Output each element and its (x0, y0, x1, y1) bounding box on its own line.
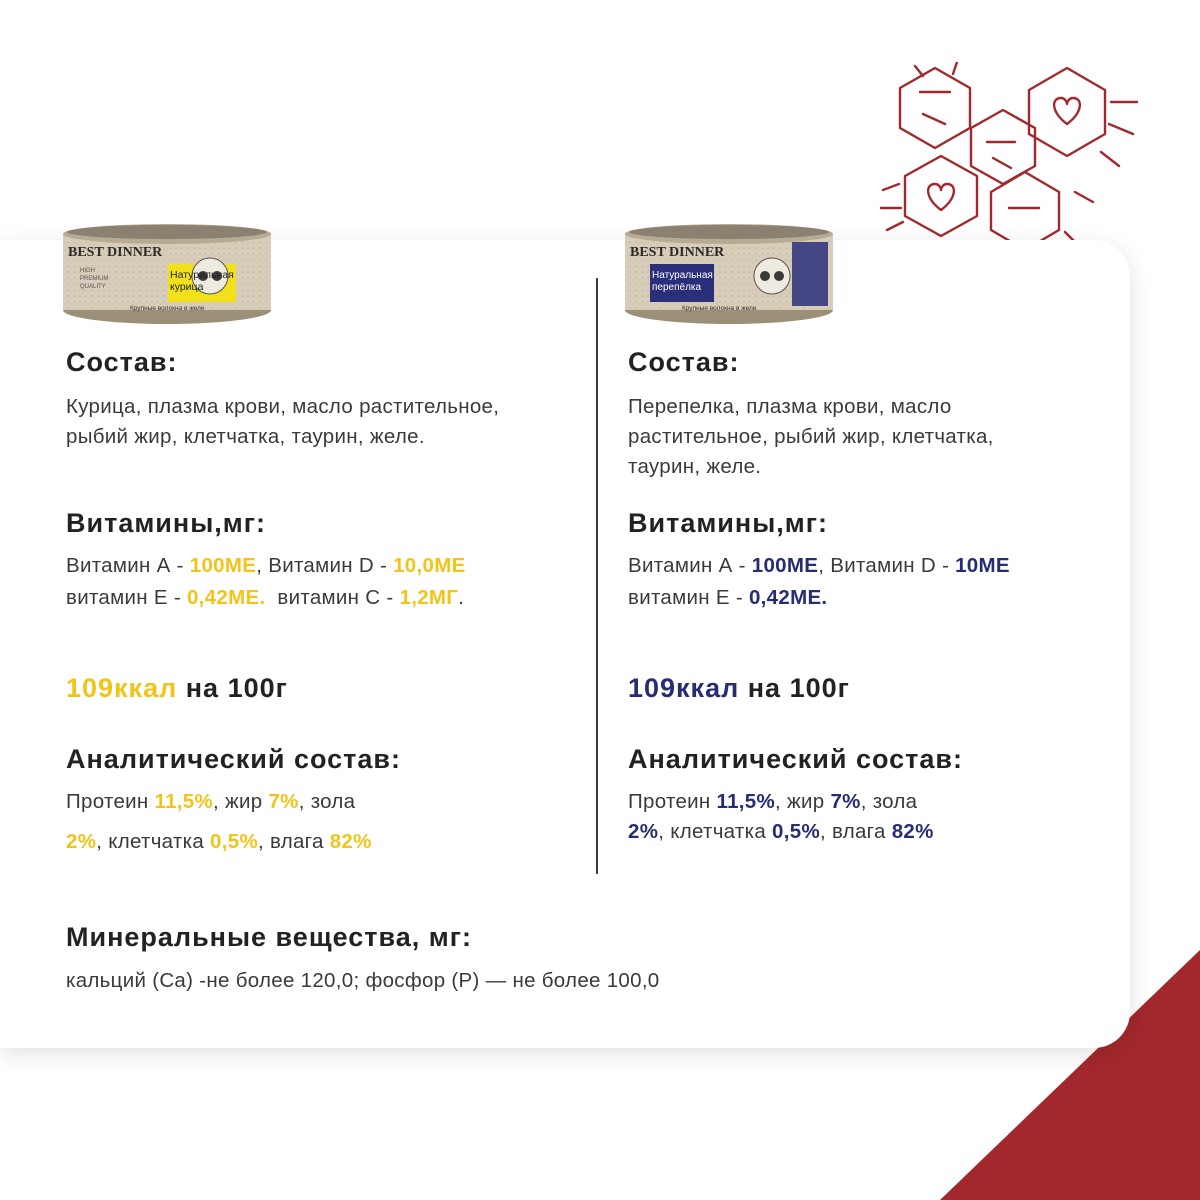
kcal-quail: 109ккал на 100г (628, 673, 850, 703)
vitamin-a-value: 100МЕ (751, 554, 819, 577)
analytic-line-1-quail: Протеин 11,5%, жир 7%, зола (628, 790, 918, 813)
can-title-line1: Натуральная (652, 270, 713, 281)
svg-text:HIGH: HIGH (80, 268, 95, 274)
vitamins-line-2-chicken: витамин Е - 0,42МЕ. витамин С - 1,2МГ. (66, 586, 465, 609)
kcal-value: 109ккал (628, 673, 740, 703)
vitamin-d-value: 10,0МЕ (393, 554, 466, 577)
minerals-text: кальций (Ca) -не более 120,0; фосфор (P) — не более 100,0 (66, 969, 660, 992)
svg-text:QUALITY: QUALITY (80, 284, 106, 290)
minerals-heading: Минеральные вещества, мг: (66, 922, 472, 952)
can-image (60, 222, 274, 326)
can-brand: BEST DINNER (68, 245, 163, 260)
vitamin-e-value: 0,42МЕ. (186, 586, 266, 609)
vitamin-a-value: 100МЕ (189, 554, 257, 577)
kcal-value: 109ккал (66, 673, 178, 703)
vitamins-line-2-quail: витамин Е - 0,42МЕ. (628, 586, 828, 609)
can-subtitle: Крупные волокна в желе (682, 305, 757, 312)
can-title-line2: курица (170, 281, 204, 293)
vitamin-d-value: 10МЕ (955, 554, 1010, 577)
product-can-quail (622, 222, 836, 331)
can-title-line1: Натуральная (170, 269, 234, 281)
composition-heading-quail: Состав: (628, 347, 740, 377)
can-image (622, 222, 836, 326)
composition-line-2-chicken: рыбий жир, клетчатка, таурин, желе. (66, 425, 425, 448)
vitamins-line-1-quail: Витамин А - 100МЕ, Витамин D - 10МЕ (628, 554, 1010, 577)
hexagon-hearts-decoration (875, 62, 1145, 262)
composition-heading-chicken: Состав: (66, 347, 178, 377)
product-can-chicken (60, 222, 274, 331)
can-title-line2: перепёлка (652, 282, 702, 293)
vitamins-heading-chicken: Витамины,мг: (66, 508, 266, 538)
can-subtitle: Крупные волокна в желе (130, 305, 205, 312)
vitamins-line-1-chicken: Витамин А - 100МЕ, Витамин D - 10,0МЕ (66, 554, 466, 577)
analytic-heading-quail: Аналитический состав: (628, 744, 963, 774)
can-brand: BEST DINNER (630, 245, 725, 260)
composition-line-1-chicken: Курица, плазма крови, масло растительное, (66, 395, 500, 418)
analytic-heading-chicken: Аналитический состав: (66, 744, 401, 774)
composition-line-1-quail: Перепелка, плазма крови, масло (628, 395, 952, 418)
kcal-chicken: 109ккал на 100г (66, 673, 288, 703)
composition-line-3-quail: таурин, желе. (628, 455, 762, 478)
analytic-line-1-chicken: Протеин 11,5%, жир 7%, зола (66, 790, 356, 813)
composition-line-2-quail: растительное, рыбий жир, клетчатка, (628, 425, 994, 448)
vitamins-heading-quail: Витамины,мг: (628, 508, 828, 538)
column-divider (596, 278, 598, 874)
vitamin-c-value: 1,2МГ (399, 586, 459, 609)
analytic-line-2-chicken: 2%, клетчатка 0,5%, влага 82% (66, 830, 372, 853)
svg-text:PREMIUM: PREMIUM (80, 276, 109, 282)
vitamin-e-value: 0,42МЕ. (748, 586, 828, 609)
analytic-line-2-quail: 2%, клетчатка 0,5%, влага 82% (628, 820, 934, 843)
